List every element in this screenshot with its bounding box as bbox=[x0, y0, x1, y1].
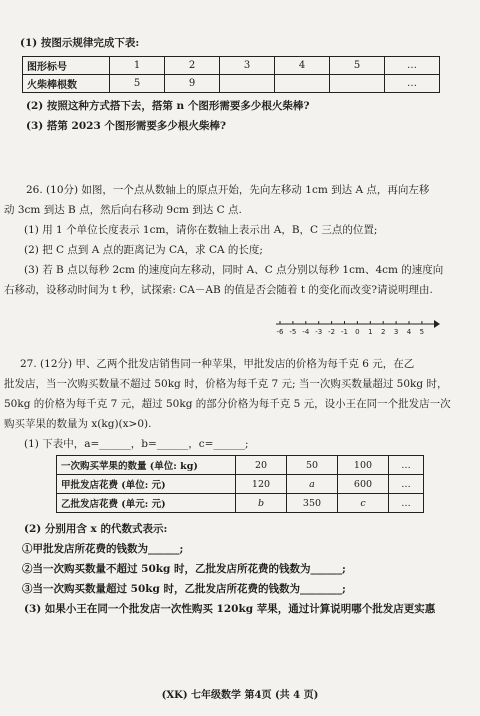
table-cell: 5 bbox=[330, 57, 385, 75]
answer-blank[interactable] bbox=[275, 75, 330, 93]
number-line bbox=[274, 318, 440, 338]
table-cell: … bbox=[385, 57, 440, 75]
page-footer: (XK) 七年级数学 第4页 (共 4 页) bbox=[161, 690, 319, 701]
q27-part3: (3) 如果小王在同一个批发店一次性购买 120kg 苹果，通过计算说明哪个批发店更实惠 bbox=[24, 603, 436, 615]
arrow-right-icon bbox=[434, 320, 440, 328]
answer-blank[interactable] bbox=[220, 75, 275, 93]
q27-part1: (1) 下表中，a=______，b=______，c=______; bbox=[24, 438, 249, 450]
q26-line4: (2) 把 C 点到 A 点的距离记为 CA，求 CA 的长度; bbox=[24, 244, 263, 256]
q27-part2-item1: ①甲批发店所花费的钱数为______; bbox=[22, 543, 184, 555]
table-cell: … bbox=[389, 494, 424, 513]
table-cell: 2 bbox=[165, 57, 220, 75]
tick-label: -4 bbox=[302, 328, 310, 336]
q27-part2: (2) 分别用含 x 的代数式表示: bbox=[24, 523, 168, 535]
tick-label: 2 bbox=[380, 328, 386, 336]
table-cell: 5 bbox=[110, 75, 165, 93]
tick-label: 4 bbox=[406, 328, 412, 336]
number-line-ticks bbox=[277, 321, 425, 336]
table-cell-a: a bbox=[287, 475, 338, 494]
tick-label: -3 bbox=[315, 328, 323, 336]
q26-line6: 右移动，设移动时间为 t 秒，试探索: CA－AB 的值是否会随着 t 的变化而改变?请说明理由. bbox=[4, 284, 433, 296]
apple-price-table bbox=[56, 455, 424, 513]
q27-part2-item2: ②当一次购买数量不超过 50kg 时，乙批发店所花费的钱数为______; bbox=[22, 563, 346, 575]
table-cell: 50 bbox=[287, 456, 338, 475]
row-label-store-b: 乙批发店花费 (单元: 元) bbox=[57, 494, 236, 513]
table-cell-b: b bbox=[236, 494, 287, 513]
table-cell: 120 bbox=[236, 475, 287, 494]
table-cell: 600 bbox=[338, 475, 389, 494]
q27-line1: 27. (12分) 甲、乙两个批发店销售同一种苹果，甲批发店的价格为每千克 6 元，在乙 bbox=[20, 358, 415, 370]
tick-label: -5 bbox=[289, 328, 297, 336]
tick-label: 1 bbox=[368, 328, 373, 336]
tick-label: 5 bbox=[419, 328, 425, 336]
matchstick-table bbox=[22, 56, 440, 93]
q25-part1: (1) 按图示规律完成下表: bbox=[20, 37, 140, 49]
tick-label: -1 bbox=[341, 328, 348, 336]
table-cell: … bbox=[385, 75, 440, 93]
table-cell: … bbox=[389, 475, 424, 494]
table-cell: 3 bbox=[220, 57, 275, 75]
q26-line2: 动 3cm 到达 B 点，然后向右移动 9cm 到达 C 点. bbox=[4, 204, 242, 216]
q26-line1: 26. (10分) 如图，一个点从数轴上的原点开始，先向左移动 1cm 到达 A 点，再向左移 bbox=[26, 184, 430, 196]
table-cell: 4 bbox=[275, 57, 330, 75]
tick-label: 3 bbox=[393, 328, 399, 336]
tick-label: 0 bbox=[355, 328, 360, 336]
tick-label: -2 bbox=[328, 328, 336, 336]
q25-part3: (3) 搭第 2023 个图形需要多少根火柴棒? bbox=[26, 120, 227, 132]
table-cell: 1 bbox=[110, 57, 165, 75]
table-cell: 100 bbox=[338, 456, 389, 475]
q27-line2: 批发店，当一次购买数量不超过 50kg 时，价格为每千克 7 元; 当一次购买数量超过 50kg 时， bbox=[4, 378, 448, 390]
row-label-store-a: 甲批发店花费 (单位: 元) bbox=[57, 475, 236, 494]
number-line-svg bbox=[274, 318, 440, 338]
q27-part2-item3: ③当一次购买数量超过 50kg 时，乙批发店所花费的钱数为________; bbox=[22, 583, 346, 595]
q26-line5: (3) 若 B 点以每秒 2cm 的速度向左移动，同时 A、C 点分别以每秒 1cm、4cm 的速度向 bbox=[24, 264, 444, 276]
table-cell-c: c bbox=[338, 494, 389, 513]
table-cell: 350 bbox=[287, 494, 338, 513]
table-cell: 9 bbox=[165, 75, 220, 93]
q26-line3: (1) 用 1 个单位长度表示 1cm，请你在数轴上表示出 A，B，C 三点的位置; bbox=[24, 224, 378, 236]
q27-line4: 购买苹果的数量为 x(kg)(x>0). bbox=[4, 418, 152, 430]
table-cell: … bbox=[389, 456, 424, 475]
answer-blank[interactable] bbox=[330, 75, 385, 93]
row-label-figure-number: 图形标号 bbox=[23, 57, 110, 75]
q25-part2: (2) 按照这种方式搭下去，搭第 n 个图形需要多少根火柴棒? bbox=[26, 100, 310, 112]
row-label-matchstick-count: 火柴棒根数 bbox=[23, 75, 110, 93]
q27-line3: 50kg 的价格为每千克 7 元，超过 50kg 的部分价格为每千克 5 元，设小王在同一个批发店一次 bbox=[4, 398, 451, 410]
table-cell: 20 bbox=[236, 456, 287, 475]
row-label-quantity: 一次购买苹果的数量 (单位: kg) bbox=[57, 456, 236, 475]
tick-label: -6 bbox=[276, 328, 284, 336]
